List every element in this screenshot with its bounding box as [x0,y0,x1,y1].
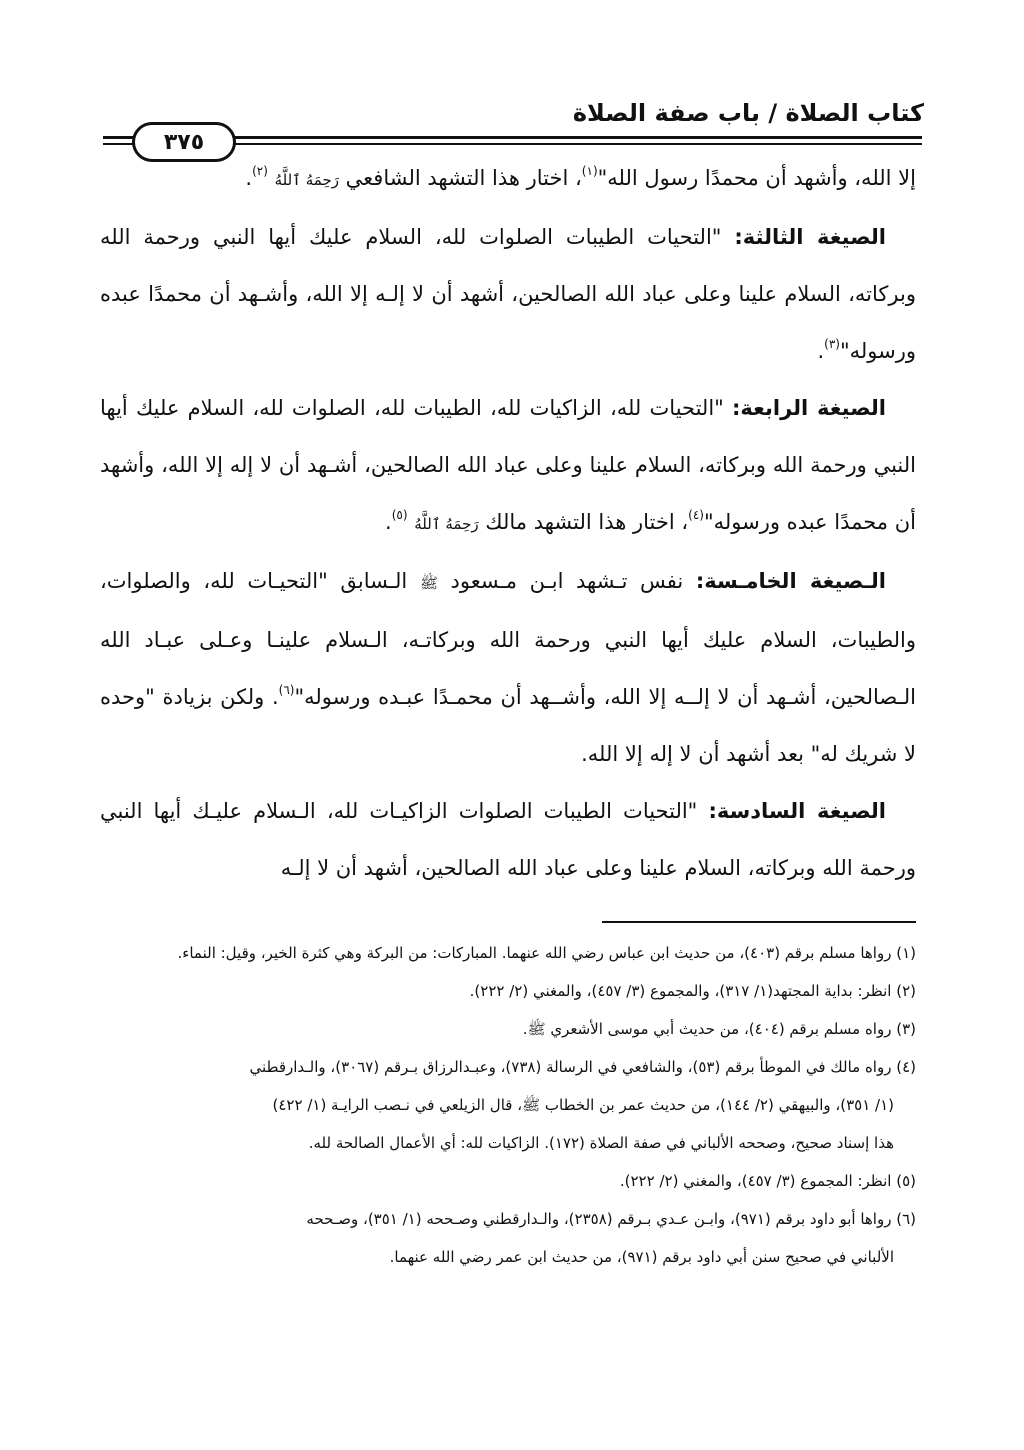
page-number: ٣٧٥ [163,129,205,155]
paragraph-continuation [100,150,916,209]
footnote-4-line-3: هذا إسناد صحيح، وصححه الألباني في صفة الصلاة (١٧٢). الزاكيات لله: أي الأعمال الصالحة لله. [308,1134,894,1152]
footnote-1: (١) رواها مسلم برقم (٤٠٣)، من حديث ابن عباس رضي الله عنهما. المباركات: من البركة وهي كثرة الخير، وقيل: النماء. [177,944,916,962]
footnote-3: (٣) رواه مسلم برقم (٤٠٤)، من حديث أبي موسى الأشعري ﷺ. [522,1020,916,1038]
footnote-separator [602,921,916,923]
text-run: إلا الله، وأشهد أن محمدًا رسول الله" [597,166,916,190]
paragraph-label: الصيغة الثالثة: [734,225,886,249]
footnotes [100,934,916,1276]
honorific-glyph: رَحِمَهُ ٱللَّهُ [414,515,479,533]
footnote-ref: (١) [581,164,598,178]
text-run: . ولكن بزيادة "وحده لا شريك له" بعد أشهد أن لا إله إلا الله. [100,685,916,766]
footnote-5: (٥) انظر: المجموع (٣/ ٤٥٧)، والمغني (٢/ ٢٢٢). [619,1172,916,1190]
text-run: "التحيات الطيبات الصلوات الزاكيـات لله، الـسلام عليـك أيها النبي ورحمة الله وبركاته، السلام علينا وعلى عباد الله الصالحين، أشهد أن لا إلـه [100,799,916,880]
paragraph-formula-4 [100,380,916,553]
paragraph-formula-3 [100,209,916,380]
text-run: الـسابق "التحيـات لله، والصلوات، والطيبات، السلام عليك أيها النبي ورحمة الله وبركاتـه، الـسلام علينـا وعـلى عبـاد الله الـصالحين، أشـهد أن لا إلــه إلا الله، وأشــهد أن محمـدًا عبـده ورسوله" [100,569,916,709]
footnote-2: (٢) انظر: بداية المجتهد(١/ ٣١٧)، والمجموع (٣/ ٤٥٧)، والمغني (٢/ ٢٢٢). [469,982,916,1000]
paragraph-label: الصيغة الرابعة: [732,396,886,420]
text-run: . [245,166,253,190]
text-run: "التحيات الطيبات الصلوات لله، السلام عليك أيها النبي ورحمة الله وبركاته، السلام علينا وعلى عباد الله الصالحين، أشهد أن لا إلـه إلا الله، وأشـهد أن محمدًا عبده ورسوله" [100,225,916,363]
footnote-ref: (٤) [688,508,704,522]
footnote-ref: (٦) [278,683,295,697]
paragraph-label: الصيغة السادسة: [708,799,886,823]
footnote-4-line-2: (١/ ٣٥١)، والبيهقي (٢/ ١٤٤)، من حديث عمر بن الخطاب ﷺ، قال الزيلعي في نـصب الرايـة (١/ ٤٢٢) [272,1096,894,1114]
text-run: "التحيات لله، الزاكيات لله، الطيبات لله، الصلوات لله، السلام عليك أيها النبي ورحمة الله وبركاته، السلام علينا وعلى عباد الله الصالحين، أشـهد أن لا إله إلا الله، وأشهد أن محمدًا عبده ورسوله" [100,396,916,534]
footnote-ref: (٢) [252,164,268,178]
text-run: ، اختار هذا التشهد الشافعي [338,166,582,190]
footnote-6-line-1: (٦) رواها أبو داود برقم (٩٧١)، وابـن عـدي بـرقم (٢٣٥٨)، والـدارقطني وصـححه (١/ ٣٥١)، وصـححه [306,1210,916,1228]
text-run: . [385,510,392,534]
paragraph-label: الـصيغة الخامـسة: [695,569,886,593]
footnote-6-line-2: الألباني في صحيح سنن أبي داود برقم (٩٧١)، من حديث ابن عمر رضي الله عنهما. [389,1248,894,1266]
footnote-ref: (٥) [391,508,408,522]
footnote-ref: (٣) [824,337,840,351]
text-run: . [817,339,825,363]
paragraph-formula-5 [100,553,916,783]
honorific-glyph: رَحِمَهُ ٱللَّهُ [274,171,339,189]
running-header-title: كتاب الصلاة / باب صفة الصلاة [572,99,924,127]
paragraph-formula-6 [100,783,916,897]
main-text [100,150,916,897]
footnote-4-line-1: (٤) رواه مالك في الموطأ برقم (٥٣)، والشافعي في الرسالة (٧٣٨)، وعبـدالرزاق بـرقم (٣٠٦٧)، والـدارقطني [249,1058,916,1076]
honorific-glyph: ﷺ [419,574,438,592]
text-run: نفس تـشهد ابـن مـسعود [437,569,696,593]
text-run: ، اختار هذا التشهد مالك [478,510,689,534]
